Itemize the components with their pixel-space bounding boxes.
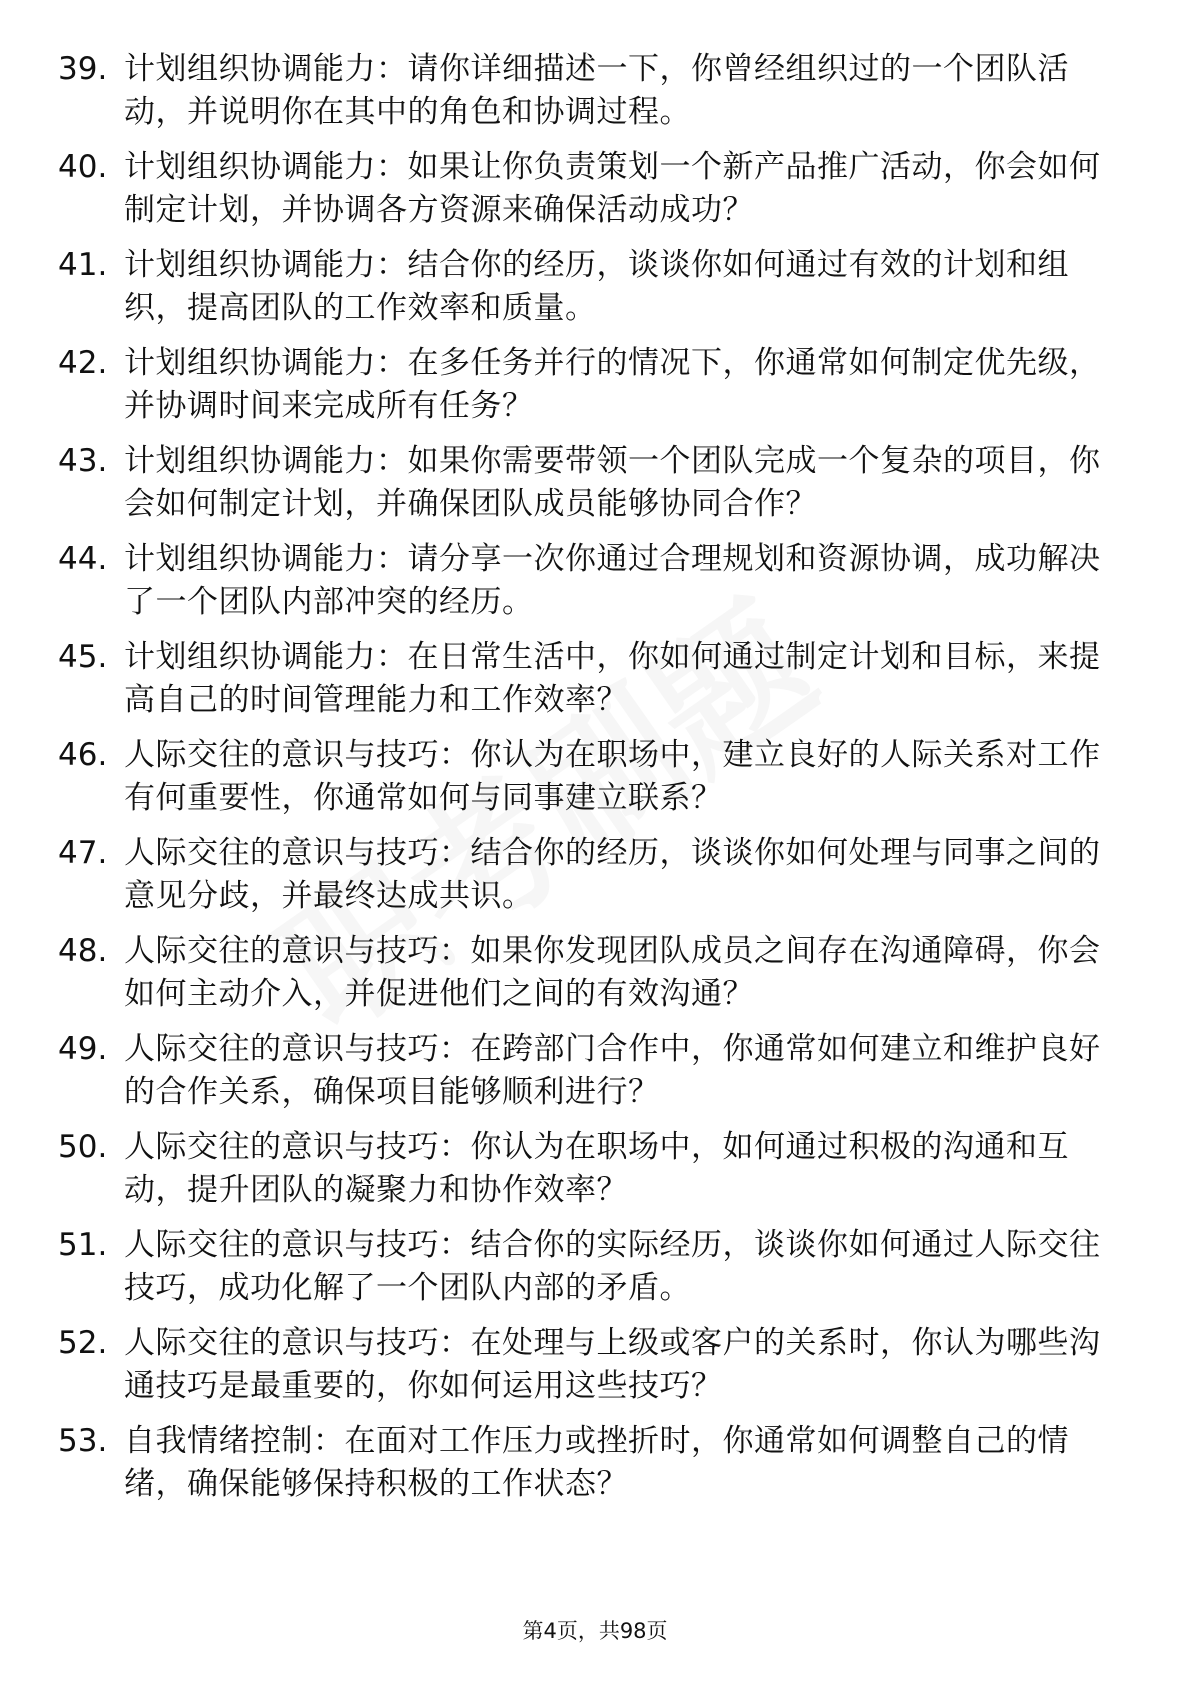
question-text: 计划组织协调能力：请你详细描述一下，你曾经组织过的一个团队活动，并说明你在其中的角色和协调过程。 bbox=[124, 51, 1069, 130]
question-number: 47. bbox=[58, 835, 108, 871]
question-list bbox=[0, 48, 1190, 1518]
question-item bbox=[0, 930, 1190, 1028]
question-text: 计划组织协调能力：请分享一次你通过合理规划和资源协调，成功解决了一个团队内部冲突的经历。 bbox=[124, 541, 1101, 620]
question-number: 39. bbox=[58, 51, 108, 87]
question-number: 52. bbox=[58, 1325, 108, 1361]
question-text: 人际交往的意识与技巧：你认为在职场中，建立良好的人际关系对工作有何重要性，你通常如何与同事建立联系？ bbox=[124, 737, 1101, 816]
question-number: 53. bbox=[58, 1423, 108, 1459]
question-text: 人际交往的意识与技巧：结合你的实际经历，谈谈你如何通过人际交往技巧，成功化解了一个团队内部的矛盾。 bbox=[124, 1227, 1101, 1306]
question-text: 人际交往的意识与技巧：你认为在职场中，如何通过积极的沟通和互动，提升团队的凝聚力和协作效率？ bbox=[124, 1129, 1069, 1208]
question-text: 计划组织协调能力：在多任务并行的情况下，你通常如何制定优先级，并协调时间来完成所有任务？ bbox=[124, 345, 1101, 424]
question-text: 人际交往的意识与技巧：在跨部门合作中，你通常如何建立和维护良好的合作关系，确保项目能够顺利进行？ bbox=[124, 1031, 1101, 1110]
question-number: 45. bbox=[58, 639, 108, 675]
question-number: 51. bbox=[58, 1227, 108, 1263]
question-number: 40. bbox=[58, 149, 108, 185]
question-text: 计划组织协调能力：如果你需要带领一个团队完成一个复杂的项目，你会如何制定计划，并确保团队成员能够协同合作？ bbox=[124, 443, 1101, 522]
question-number: 41. bbox=[58, 247, 108, 283]
question-item bbox=[0, 1420, 1190, 1518]
question-text: 计划组织协调能力：结合你的经历，谈谈你如何通过有效的计划和组织，提高团队的工作效率和质量。 bbox=[124, 247, 1069, 326]
question-item bbox=[0, 146, 1190, 244]
question-item bbox=[0, 1224, 1190, 1322]
question-number: 49. bbox=[58, 1031, 108, 1067]
question-text: 人际交往的意识与技巧：结合你的经历，谈谈你如何处理与同事之间的意见分歧，并最终达成共识。 bbox=[124, 835, 1101, 914]
question-item bbox=[0, 1028, 1190, 1126]
question-item bbox=[0, 440, 1190, 538]
question-item bbox=[0, 48, 1190, 146]
question-number: 50. bbox=[58, 1129, 108, 1165]
question-number: 44. bbox=[58, 541, 108, 577]
question-item bbox=[0, 1322, 1190, 1420]
question-text: 计划组织协调能力：如果让你负责策划一个新产品推广活动，你会如何制定计划，并协调各方资源来确保活动成功？ bbox=[124, 149, 1101, 228]
question-item bbox=[0, 832, 1190, 930]
question-number: 46. bbox=[58, 737, 108, 773]
question-item bbox=[0, 538, 1190, 636]
question-number: 48. bbox=[58, 933, 108, 969]
question-item bbox=[0, 342, 1190, 440]
question-number: 43. bbox=[58, 443, 108, 479]
question-item bbox=[0, 1126, 1190, 1224]
question-number: 42. bbox=[58, 345, 108, 381]
question-item bbox=[0, 244, 1190, 342]
question-item bbox=[0, 734, 1190, 832]
question-text: 自我情绪控制：在面对工作压力或挫折时，你通常如何调整自己的情绪，确保能够保持积极的工作状态？ bbox=[124, 1423, 1069, 1502]
question-text: 人际交往的意识与技巧：如果你发现团队成员之间存在沟通障碍，你会如何主动介入，并促进他们之间的有效沟通？ bbox=[124, 933, 1101, 1012]
question-text: 计划组织协调能力：在日常生活中，你如何通过制定计划和目标，来提高自己的时间管理能力和工作效率？ bbox=[124, 639, 1101, 718]
question-text: 人际交往的意识与技巧：在处理与上级或客户的关系时，你认为哪些沟通技巧是最重要的，你如何运用这些技巧？ bbox=[124, 1325, 1101, 1404]
page-number-footer: 第4页，共98页 bbox=[522, 1619, 668, 1643]
question-item bbox=[0, 636, 1190, 734]
